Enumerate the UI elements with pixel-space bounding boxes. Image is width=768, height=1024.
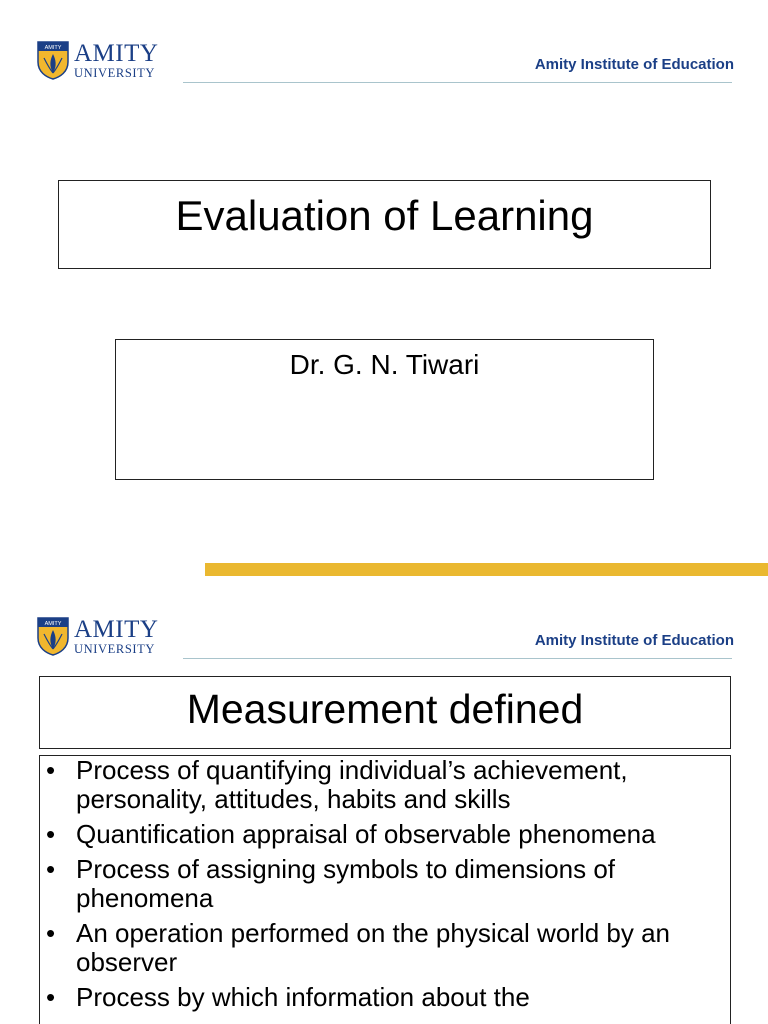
- bullet-item: • Process of assigning symbols to dimensions of phenomena: [46, 854, 616, 913]
- amity-logo: [36, 40, 158, 80]
- institute-name: Amity Institute of Education: [534, 56, 734, 73]
- bullet-item: • An operation performed on the physical world by an observer: [46, 918, 671, 977]
- header-divider: [183, 658, 732, 659]
- bullet-item: • Process of quantifying individual’s achievement, personality, attitudes, habits and skills: [46, 755, 628, 814]
- logo-name: AMITY: [74, 39, 159, 67]
- institute-name: Amity Institute of Education: [534, 632, 734, 649]
- amity-logo: [36, 616, 158, 656]
- slide-2: [0, 590, 768, 1024]
- amity-shield-icon: [36, 616, 70, 656]
- crest-text: AMITY: [44, 621, 62, 627]
- logo-name: AMITY: [74, 615, 159, 643]
- author-name: Dr. G. N. Tiwari: [289, 349, 480, 380]
- bullet-item: • Process by which information about the: [46, 982, 530, 1012]
- amity-shield-icon: [36, 40, 70, 80]
- bullet-content-box: [39, 755, 731, 1024]
- bullet-list: [40, 756, 730, 1012]
- bullet-item: • Quantification appraisal of observable phenomena: [46, 819, 656, 849]
- header-divider: [183, 82, 732, 83]
- slide-title-box: [39, 676, 731, 749]
- logo-subtitle: UNIVERSITY: [74, 65, 155, 80]
- slide-title: Evaluation of Learning: [175, 192, 594, 239]
- crest-text: AMITY: [44, 45, 62, 51]
- logo-subtitle: UNIVERSITY: [74, 641, 155, 656]
- author-box: [115, 339, 654, 480]
- slide-title-box: [58, 180, 711, 269]
- slide-title: Measurement defined: [186, 686, 584, 732]
- footer-accent-bar: [205, 563, 768, 576]
